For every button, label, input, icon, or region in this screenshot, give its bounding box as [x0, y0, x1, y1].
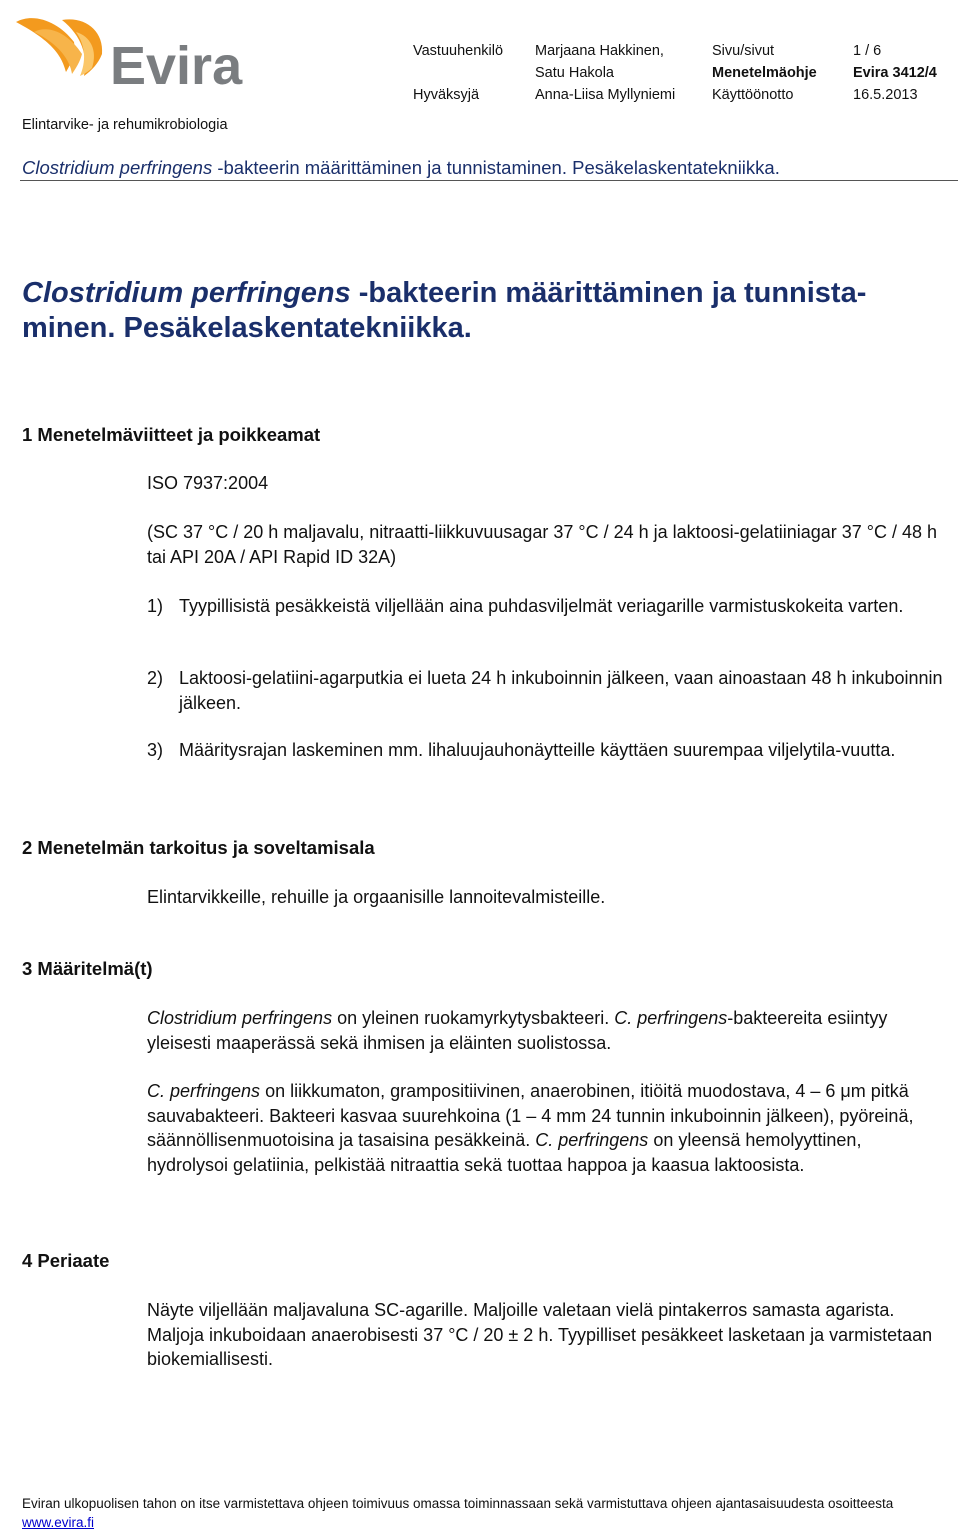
department-label: Elintarvike- ja rehumikrobiologia [22, 117, 228, 133]
header-subtitle-rest: -bakteerin määrittäminen ja tunnistaminen. Pesäkelaskentatekniikka. [212, 157, 780, 178]
header-value-responsible-1: Marjaana Hakkinen, [535, 43, 664, 59]
footer-text: Eviran ulkopuolisen tahon on itse varmistettava ohjeen toimivuus omassa toiminnassaan sekä varmistuttava ohjeen ajantasaisuudesta osoitteesta [22, 1496, 894, 1511]
header-value-approver: Anna-Liisa Myllyniemi [535, 87, 676, 103]
section-3-heading: 3 Määritelmä(t) [22, 958, 153, 979]
header-subtitle-italic: Clostridium perfringens [22, 157, 213, 178]
header-label-responsible: Vastuuhenkilö [413, 43, 504, 59]
header-value-adoption: 16.5.2013 [853, 87, 918, 103]
svg-text:Evira: Evira [110, 36, 243, 92]
list-item-number: 1) [147, 596, 164, 616]
header-value-pages: 1 / 6 [853, 43, 882, 59]
species-name: C. perfringens [614, 1008, 728, 1028]
section-3-paragraph-2 [147, 1079, 947, 1177]
footer-disclaimer [22, 1494, 947, 1532]
section-1-standard: ISO 7937:2004 [147, 473, 269, 493]
header-label-pages: Sivu/sivut [712, 43, 775, 59]
header-label-adoption: Käyttöönotto [712, 87, 794, 103]
list-item-number: 3) [147, 740, 164, 760]
header-label-approver: Hyväksyjä [413, 87, 480, 103]
species-name: C. perfringens [535, 1130, 649, 1150]
header-divider [20, 180, 958, 181]
evira-link[interactable]: www.evira.fi [22, 1515, 95, 1530]
list-item-number: 2) [147, 668, 164, 688]
section-2-heading: 2 Menetelmän tarkoitus ja soveltamisala [22, 837, 375, 858]
evira-leaf-icon [14, 12, 264, 92]
header-label-method: Menetelmäohje [712, 65, 817, 81]
list-item-text: Määritysrajan laskeminen mm. lihaluujauhonäytteille käyttäen suurempaa viljelytila-vuutta. [179, 740, 896, 760]
text-span: on liikkumaton, grampositiivinen, anaerobinen, itiöitä muodostava, 4 – 6 μm pitkä sauvabakteeri. Bakteeri kasvaa suurehkoina (1 – 4 mm 24 tunnin inkuboinnin jälkeen), pyöreinä, säännöllisenmuotoisina ja tasaisina pesäkkeinä. [147, 1081, 914, 1150]
section-1-conditions: (SC 37 °C / 20 h maljavalu, nitraatti-liikkuvuusagar 37 °C / 24 h ja laktoosi-gelatiiniagar 37 °C / 48 h tai API 20A / API Rapid ID 32A) [147, 522, 937, 567]
text-span: on yleinen ruokamyrkytysbakteeri. [332, 1008, 615, 1028]
list-item [147, 738, 947, 763]
section-2-text: Elintarvikkeille, rehuille ja orgaanisille lannoitevalmisteille. [147, 887, 606, 907]
header-value-method: Evira 3412/4 [853, 65, 937, 81]
section-4-heading: 4 Periaate [22, 1250, 110, 1271]
document-title [22, 276, 947, 346]
document-title-italic: Clostridium perfringens [22, 277, 351, 309]
list-item-text: Tyypillisistä pesäkkeistä viljellään aina puhdasviljelmät veriagarille varmistuskokeita varten. [179, 596, 904, 616]
text-span: on yleensä hemolyyttinen, hydrolysoi gelatiinia, pelkistää nitraattia sekä tuottaa happoa ja kaasua laktoosista. [147, 1130, 862, 1175]
list-item-text: Laktoosi-gelatiini-agarputkia ei lueta 24 h inkuboinnin jälkeen, vaan ainoastaan 48 h inkuboinnin jälkeen. [179, 668, 943, 713]
text-span: -bakteereita esiintyy yleisesti maaperässä sekä ihmisen ja eläinten suolistossa. [147, 1008, 888, 1053]
list-item [147, 594, 947, 619]
header-value-responsible-2: Satu Hakola [535, 65, 614, 81]
document-title-rest: -bakteerin määrittäminen ja tunnista-minen. Pesäkelaskentatekniikka. [22, 277, 867, 344]
species-name: Clostridium perfringens [147, 1008, 333, 1028]
section-4-text: Näyte viljellään maljavaluna SC-agarille. Maljoille valetaan vielä pintakerros samasta agarista. Maljoja inkuboidaan anaerobisesti 37 °C / 20 ± 2 h. Tyypilliset pesäkkeet lasketaan ja varmistetaan biokemiallisesti. [147, 1300, 933, 1369]
section-3-paragraph-1 [147, 1006, 947, 1055]
evira-logo [14, 12, 264, 92]
list-item [147, 666, 947, 715]
header-subtitle [22, 157, 780, 179]
species-name: C. perfringens [147, 1081, 261, 1101]
section-1-heading: 1 Menetelmäviitteet ja poikkeamat [22, 424, 321, 445]
